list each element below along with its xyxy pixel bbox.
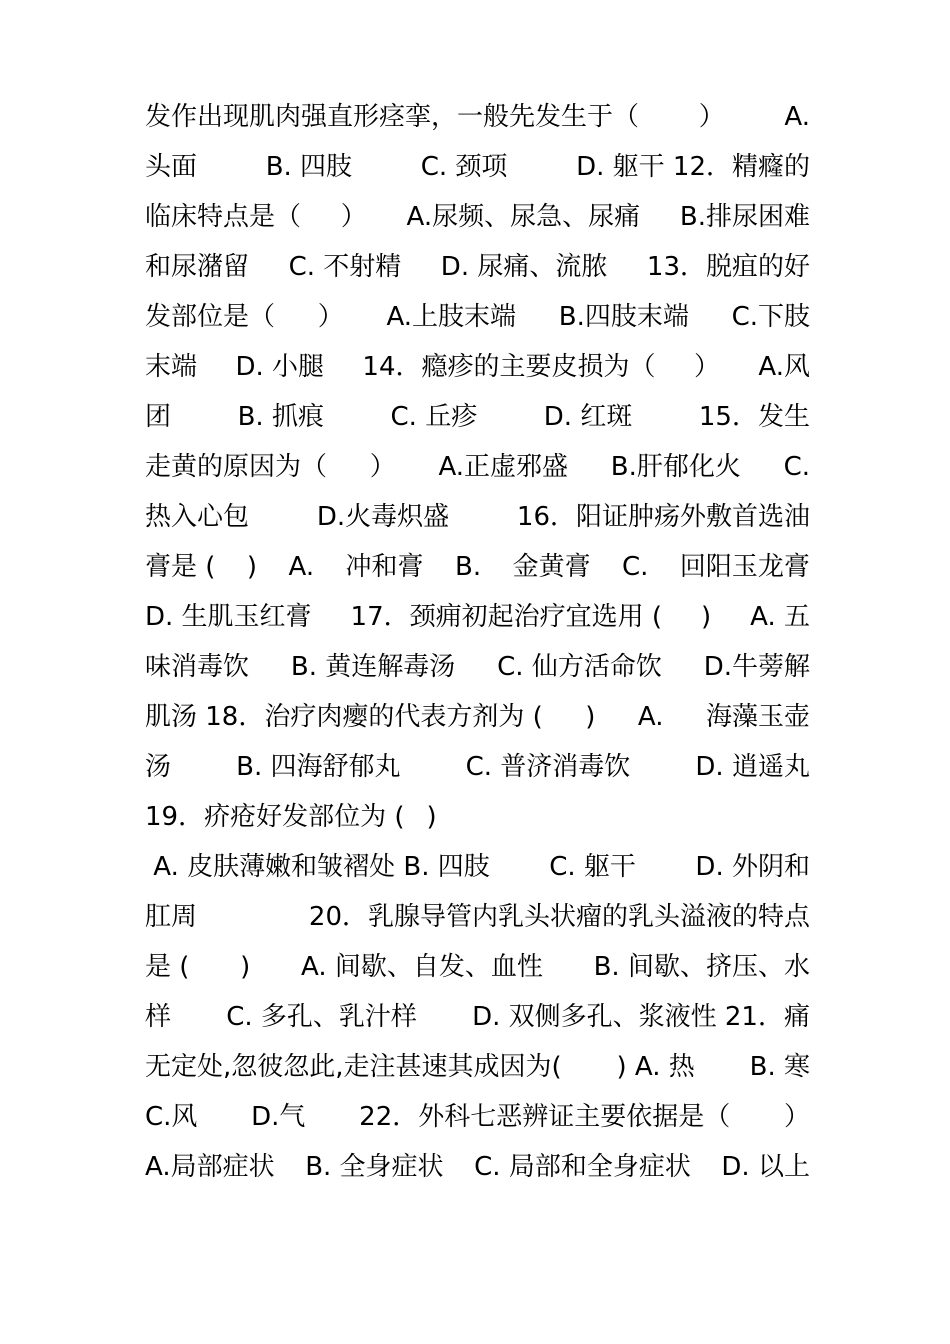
- text-segment: C.风: [145, 1102, 198, 1132]
- text-segment: B.: [455, 552, 482, 582]
- text-segment: C. 仙方活命饮: [497, 652, 662, 682]
- text-line: [145, 1142, 810, 1192]
- text-segment: C. 躯干: [549, 852, 636, 882]
- text-segment: D.气: [251, 1102, 306, 1132]
- text-segment: C. 普济消毒饮: [465, 752, 631, 782]
- text-segment: A. 五: [750, 602, 810, 632]
- text-segment: C. 不射精: [288, 252, 402, 282]
- text-segment: B.肝郁化火: [610, 452, 741, 482]
- text-segment: A.正虚邪盛: [438, 452, 569, 482]
- text-segment: A.局部症状: [145, 1152, 275, 1182]
- text-segment: D. 逍遥丸: [695, 752, 810, 782]
- text-line: [145, 742, 810, 792]
- text-line: [145, 842, 810, 892]
- text-segment: A.: [637, 702, 664, 732]
- text-segment: D.牛蒡解: [703, 652, 810, 682]
- text-segment: 汤: [145, 752, 172, 782]
- text-line: [145, 592, 810, 642]
- text-segment: 海藻玉壶: [705, 702, 810, 732]
- text-segment: 发作出现肌肉强直形痉挛，一般先发生于（: [145, 102, 640, 132]
- text-line: [145, 942, 810, 992]
- text-segment: C. 局部和全身症状: [474, 1152, 691, 1182]
- text-segment: 膏是 (: [145, 552, 216, 582]
- text-line: [145, 392, 810, 442]
- text-segment: 味消毒饮: [145, 652, 250, 682]
- text-segment: ): [246, 552, 258, 582]
- text-segment: 15．发生: [698, 402, 810, 432]
- text-line: [145, 892, 810, 942]
- text-segment: C.: [622, 552, 649, 582]
- text-segment: 19．疥疮好发部位为 (: [145, 802, 405, 832]
- text-segment: A. 皮肤薄嫩和皱褶处 B. 四肢: [145, 852, 490, 882]
- text-segment: 回阳玉龙膏: [679, 552, 810, 582]
- text-segment: 20．乳腺导管内乳头状瘤的乳头溢液的特点: [308, 902, 810, 932]
- text-segment: 末端: [145, 352, 198, 382]
- text-segment: ): [585, 702, 596, 732]
- text-segment: ）: [369, 452, 396, 482]
- text-segment: 走黄的原因为（: [145, 452, 328, 482]
- text-segment: B. 间歇、挤压、水: [593, 952, 810, 982]
- text-line: [145, 692, 810, 742]
- text-segment: 肛周: [145, 902, 198, 932]
- text-segment: ): [240, 952, 251, 982]
- text-segment: 金黄膏: [512, 552, 591, 582]
- text-segment: 13．脱疽的好: [646, 252, 810, 282]
- text-segment: 17．颈痈初起治疗宜选用 (: [350, 602, 663, 632]
- text-segment: 头面: [145, 152, 198, 182]
- text-segment: C. 多孔、乳汁样: [226, 1002, 417, 1032]
- text-segment: C.下肢: [731, 302, 810, 332]
- text-segment: ）: [317, 302, 344, 332]
- text-segment: A.风: [758, 352, 810, 382]
- text-segment: 22．外科七恶辨证主要依据是（: [359, 1102, 731, 1132]
- text-line: [145, 1042, 810, 1092]
- text-segment: B.四肢末端: [558, 302, 689, 332]
- text-segment: ）: [693, 352, 720, 382]
- text-segment: 临床特点是（: [145, 202, 302, 232]
- text-segment: D. 小腿: [235, 352, 324, 382]
- text-segment: A. 间歇、自发、血性: [301, 952, 543, 982]
- text-line: [145, 142, 810, 192]
- text-segment: C.: [783, 452, 810, 482]
- text-line: [145, 492, 810, 542]
- text-segment: C. 颈项: [420, 152, 508, 182]
- text-segment: ）: [698, 102, 725, 132]
- text-segment: A.尿频、尿急、尿痛: [406, 202, 641, 232]
- text-segment: D.火毒炽盛: [316, 502, 450, 532]
- text-segment: 14．瘾疹的主要皮损为（: [362, 352, 656, 382]
- text-segment: D. 外阴和: [695, 852, 810, 882]
- text-segment: ）: [340, 202, 367, 232]
- text-line: [145, 442, 810, 492]
- exam-question-text: [145, 92, 810, 1192]
- text-segment: A.上肢末端: [386, 302, 517, 332]
- text-segment: B. 黄连解毒汤: [290, 652, 456, 682]
- text-segment: 热入心包: [145, 502, 250, 532]
- text-segment: A.: [288, 552, 315, 582]
- text-segment: 肌汤 18．治疗肉瘿的代表方剂为 (: [145, 702, 543, 732]
- text-segment: D. 红斑: [543, 402, 633, 432]
- text-segment: 是 (: [145, 952, 190, 982]
- text-segment: B. 抓痕: [237, 402, 324, 432]
- text-segment: 团: [145, 402, 172, 432]
- text-segment: B.排尿困难: [679, 202, 810, 232]
- text-segment: A.: [784, 102, 810, 132]
- text-segment: B. 寒: [749, 1052, 810, 1082]
- text-segment: D. 尿痛、流脓: [440, 252, 608, 282]
- text-segment: 16．阳证肿疡外敷首选油: [516, 502, 810, 532]
- text-segment: 和尿潴留: [145, 252, 250, 282]
- text-line: [145, 92, 810, 142]
- text-segment: 发部位是（: [145, 302, 276, 332]
- text-segment: 冲和膏: [345, 552, 424, 582]
- text-segment: ): [426, 802, 437, 832]
- text-line: [145, 792, 810, 842]
- text-segment: ): [701, 602, 712, 632]
- text-segment: D. 双侧多孔、浆液性 21．痛: [472, 1002, 810, 1032]
- text-segment: 样: [145, 1002, 172, 1032]
- text-segment: B. 全身症状: [305, 1152, 444, 1182]
- text-segment: D. 以上: [721, 1152, 810, 1182]
- text-line: [145, 192, 810, 242]
- text-line: [145, 242, 810, 292]
- text-segment: ）: [783, 1102, 810, 1132]
- text-line: [145, 992, 810, 1042]
- text-segment: C. 丘疹: [390, 402, 478, 432]
- text-segment: D. 生肌玉红膏: [145, 602, 312, 632]
- text-segment: ) A. 热: [616, 1052, 695, 1082]
- text-line: [145, 1092, 810, 1142]
- text-line: [145, 642, 810, 692]
- text-segment: B. 四海舒郁丸: [236, 752, 401, 782]
- text-line: [145, 342, 810, 392]
- text-segment: B. 四肢: [265, 152, 353, 182]
- text-segment: 无定处,忽彼忽此,走注甚速其成因为(: [145, 1052, 562, 1082]
- text-line: [145, 292, 810, 342]
- text-segment: D. 躯干 12．精癃的: [576, 152, 810, 182]
- text-line: [145, 542, 810, 592]
